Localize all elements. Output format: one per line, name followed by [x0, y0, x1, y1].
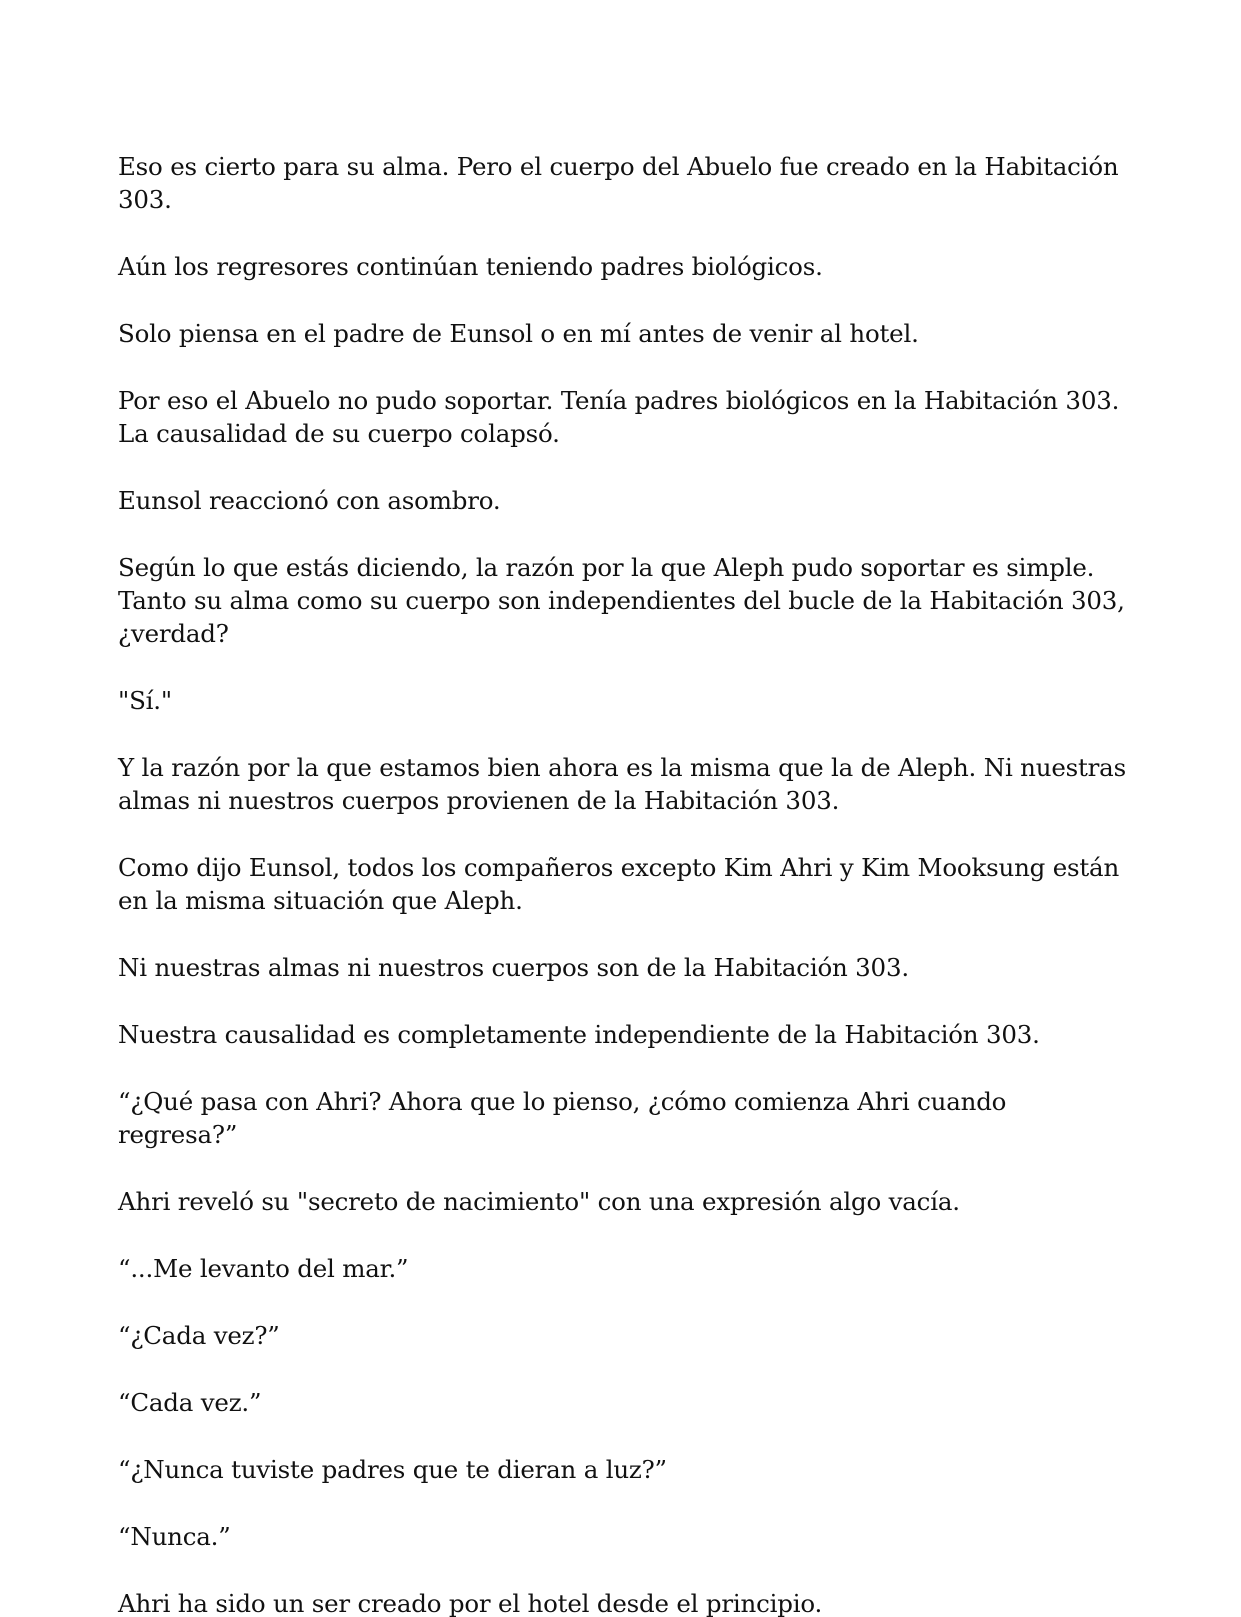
- document-body: [118, 150, 1128, 1617]
- paragraph: Por eso el Abuelo no pudo soportar. Tenía padres biológicos en la Habitación 303. La causalidad de su cuerpo colapsó.: [118, 386, 1120, 448]
- paragraph: “¿Nunca tuviste padres que te dieran a luz?”: [118, 1455, 667, 1484]
- paragraph: “¿Cada vez?”: [118, 1321, 280, 1350]
- paragraph: “¿Qué pasa con Ahri? Ahora que lo pienso, ¿cómo comienza Ahri cuando regresa?”: [118, 1087, 1007, 1149]
- paragraph: “Nunca.”: [118, 1522, 231, 1551]
- paragraph: Ahri reveló su "secreto de nacimiento" con una expresión algo vacía.: [118, 1187, 960, 1216]
- paragraph: Aún los regresores continúan teniendo padres biológicos.: [118, 252, 823, 281]
- paragraph: Eunsol reaccionó con asombro.: [118, 486, 501, 515]
- paragraph: Y la razón por la que estamos bien ahora es la misma que la de Aleph. Ni nuestras almas ni nuestros cuerpos provienen de la Habitación 303.: [118, 753, 1126, 815]
- paragraph: Según lo que estás diciendo, la razón por la que Aleph pudo soportar es simple. Tanto su alma como su cuerpo son independientes del bucle de la Habitación 303, ¿verdad?: [118, 553, 1125, 648]
- paragraph: Ahri ha sido un ser creado por el hotel desde el principio.: [118, 1589, 823, 1617]
- paragraph: "Sí.": [118, 686, 172, 715]
- paragraph: Eso es cierto para su alma. Pero el cuerpo del Abuelo fue creado en la Habitación 303.: [118, 152, 1119, 214]
- paragraph: Solo piensa en el padre de Eunsol o en mí antes de venir al hotel.: [118, 319, 919, 348]
- paragraph: Como dijo Eunsol, todos los compañeros excepto Kim Ahri y Kim Mooksung están en la misma situación que Aleph.: [118, 853, 1120, 915]
- paragraph: “Cada vez.”: [118, 1388, 262, 1417]
- paragraph: Nuestra causalidad es completamente independiente de la Habitación 303.: [118, 1020, 1040, 1049]
- paragraph: “...Me levanto del mar.”: [118, 1254, 409, 1283]
- paragraph: Ni nuestras almas ni nuestros cuerpos son de la Habitación 303.: [118, 953, 909, 982]
